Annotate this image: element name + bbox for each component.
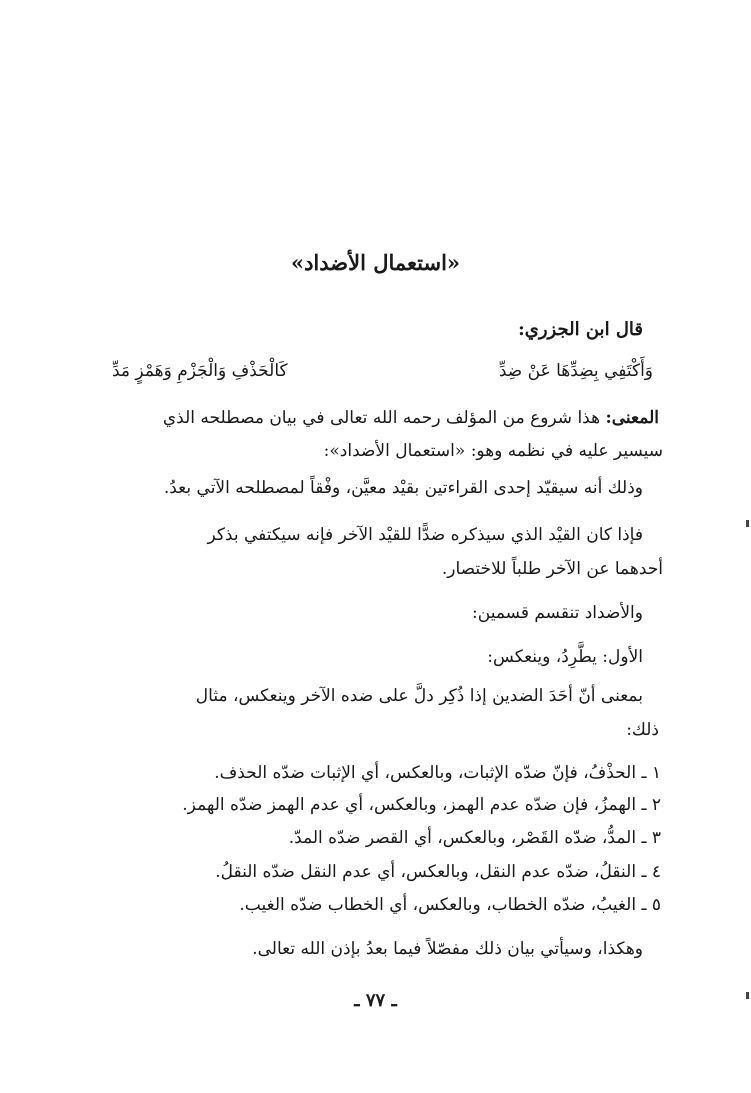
list-item: ٤ ـ النقلُ، ضدّه عدم النقل، وبالعكس، أي عدم النقل ضدّه النقلُ. [215,862,661,882]
margin-mark-bottom [746,992,749,999]
list-item: ١ ـ الحذْفُ، فإنّ ضدّه الإثبات، وبالعكس، أي الإثبات ضدّه الحذف. [214,763,661,783]
meaning-label: المعنى: [605,408,659,428]
meaning-line-1 [163,406,659,430]
paragraph-5-line-2: ذلك: [626,720,659,740]
meaning-line-2: سيسير عليه في نظمه وهو: «استعمال الأضداد»: [323,441,663,461]
paragraph-4: الأول: يطَّرِدُ، وينعكس: [487,647,643,667]
meaning-text: هذا شروع من المؤلف رحمه الله تعالى في بيان مصطلحه الذي [162,408,601,428]
list-item: ٣ ـ المدُّ، ضدّه القَصْر، وبالعكس، أي القصر ضدّه المدّ. [288,828,661,848]
section-heading: قال ابن الجزري: [518,319,643,340]
page-number: ـ ٧٧ ـ [354,990,397,1011]
page-title: «استعمال الأضداد» [290,250,461,275]
paragraph-2-line-1: فإذا كان القيْد الذي سيذكره ضدًّا للقيْد الآخر فإنه سيكتفي بذكر [207,525,643,545]
list-item: ٢ ـ الهمزُ، فإن ضدّه عدم الهمز، وبالعكس، أي عدم الهمز ضدّه الهمز. [182,795,661,815]
list-item: ٥ ـ الغيبُ، ضدّه الخطاب، وبالعكس، أي الخطاب ضدّه الغيب. [239,895,661,915]
margin-mark-top [746,520,749,527]
paragraph-1: وذلك أنه سيقيّد إحدى القراءتين بقيْد معيَّن، وفْقاً لمصطلحه الآتي بعدُ. [163,478,643,498]
paragraph-2-line-2: أحدهما عن الآخر طلباً للاختصار. [441,559,663,579]
verse-right-hemistich: وَأَكْتَفِي بِضِدِّهَا عَنْ ضِدِّ [498,361,653,381]
closing-line: وهكذا، وسيأتي بيان ذلك مفصّلاً فيما بعدُ بإذن الله تعالى. [252,939,643,959]
paragraph-3: والأضداد تنقسم قسمين: [472,603,643,623]
verse-left-hemistich: كَالْحَذْفِ وَالْجَزْمِ وَهَمْزٍ مَدِّ [112,361,288,381]
paragraph-5-line-1: بمعنى أنّ أحَدَ الضدين إذا ذُكِر دلَّ على ضده الآخر وينعكس، مثال [195,686,643,706]
